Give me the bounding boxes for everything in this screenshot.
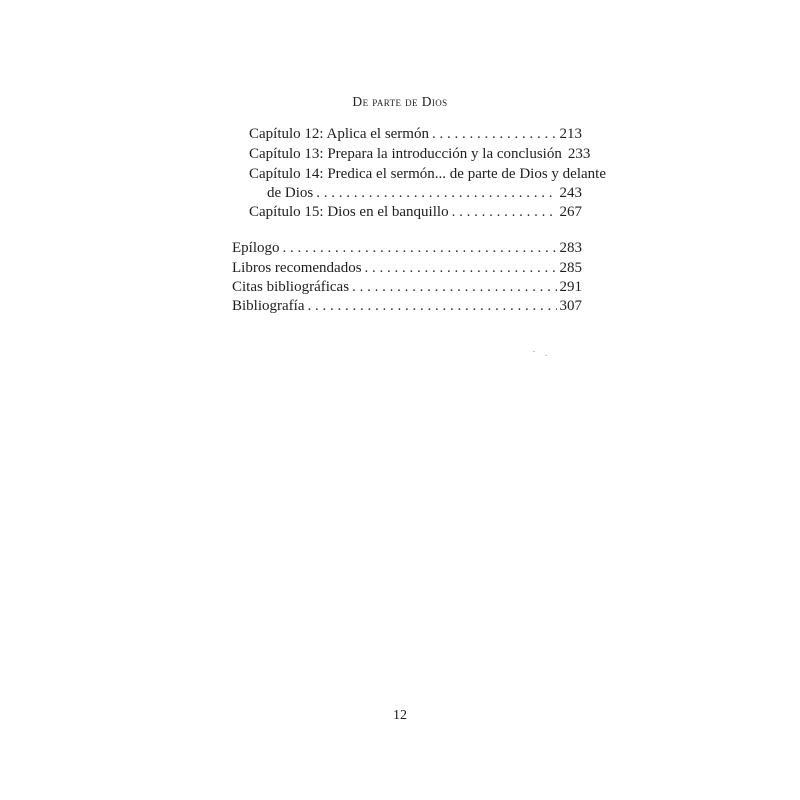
toc-entry-chapter-15 bbox=[249, 203, 582, 221]
toc-entry-label: Capítulo 12: Aplica el sermón bbox=[249, 126, 429, 142]
toc-entry-label: Capítulo 13: Prepara la introducción y la conclusión bbox=[249, 146, 562, 162]
toc-entry-epilogo bbox=[232, 239, 582, 257]
dot-leader bbox=[307, 297, 556, 315]
dot-leader bbox=[452, 203, 557, 221]
page-number: 12 bbox=[393, 708, 407, 723]
toc-entry-chapter-14-line-1 bbox=[249, 165, 606, 183]
dot-leader bbox=[316, 184, 556, 202]
dot-leader bbox=[352, 278, 556, 296]
scan-speck bbox=[545, 355, 547, 356]
toc-entry-page: 291 bbox=[559, 279, 582, 295]
toc-entry-page: 285 bbox=[559, 260, 582, 276]
toc-entry-chapter-14-line-2 bbox=[267, 184, 582, 202]
toc-entry-libros-recomendados bbox=[232, 259, 582, 277]
scan-speck bbox=[533, 351, 535, 352]
toc-entry-label: Citas bibliográficas bbox=[232, 279, 350, 295]
toc-entry-label: Epílogo bbox=[232, 240, 280, 256]
dot-leader bbox=[365, 259, 557, 277]
toc-entry-label: Capítulo 14: Predica el sermón... de parte de Dios y delante bbox=[249, 166, 606, 182]
toc-entry-page: 243 bbox=[559, 185, 582, 201]
toc-entry-bibliografia bbox=[232, 297, 582, 315]
toc-entry-page: 233 bbox=[567, 146, 591, 162]
toc-entry-page: 307 bbox=[559, 298, 582, 314]
dot-leader bbox=[432, 125, 557, 143]
toc-entry-chapter-12 bbox=[249, 125, 582, 143]
running-head: De parte de Dios bbox=[352, 94, 448, 109]
toc-entry-page: 283 bbox=[559, 240, 582, 256]
toc-entry-label: Libros recomendados bbox=[232, 260, 362, 276]
toc-entry-chapter-13 bbox=[249, 145, 591, 163]
toc-entry-label: de Dios bbox=[267, 185, 314, 201]
toc-entry-label: Capítulo 15: Dios en el banquillo bbox=[249, 204, 449, 220]
toc-entry-page: 213 bbox=[559, 126, 582, 142]
toc-entry-citas-bibliograficas bbox=[232, 278, 582, 296]
toc-entry-label: Bibliografía bbox=[232, 298, 305, 314]
dot-leader bbox=[283, 239, 557, 257]
toc-entry-page: 267 bbox=[559, 204, 582, 220]
